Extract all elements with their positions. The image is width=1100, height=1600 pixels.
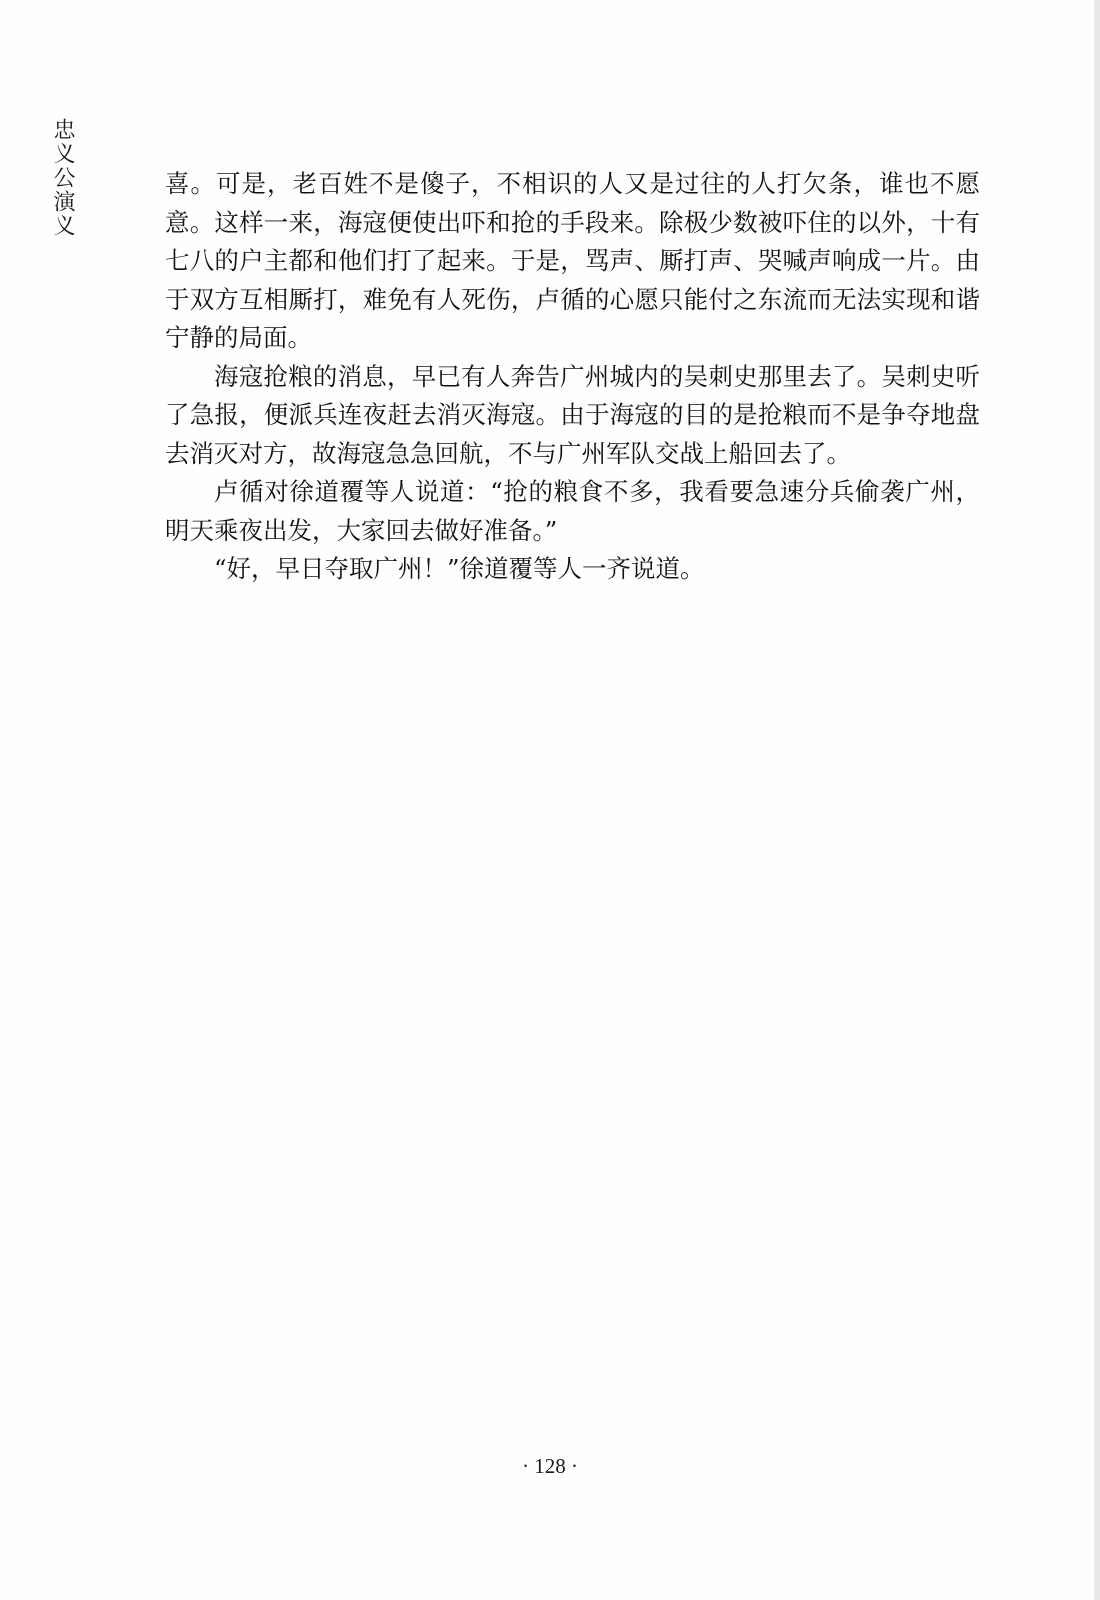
paragraph: “好，早日夺取广州！”徐道覆等人一齐说道。	[214, 554, 705, 583]
running-head-book-title: 忠义公演义	[50, 118, 75, 238]
paragraph: 海寇抢粮的消息，早已有人奔告广州城内的吴刺史那里去了。吴刺史听了急报，便派兵连夜赶去消灭海寇。由于海寇的目的是抢粮而不是争夺地盘去消灭对方，故海寇急急回航，不与广州军队交战上船回去了。	[165, 361, 980, 468]
paragraph: 喜。可是，老百姓不是傻子，不相识的人又是过往的人打欠条，谁也不愿意。这样一来，海寇便使出吓和抢的手段来。除极少数被吓住的以外，十有七八的户主都和他们打了起来。于是，骂声、厮打声、哭喊声响成一片。由于双方互相厮打，难免有人死伤，卢循的心愿只能付之东流而无法实现和谐宁静的局面。	[165, 169, 980, 352]
page-number: · 128 ·	[522, 1454, 578, 1478]
scan-edge	[1094, 0, 1100, 1600]
body-text	[165, 165, 980, 589]
paragraph: 卢循对徐道覆等人说道：“抢的粮食不多，我看要急速分兵偷袭广州，明天乘夜出发，大家回去做好准备。”	[165, 477, 980, 545]
